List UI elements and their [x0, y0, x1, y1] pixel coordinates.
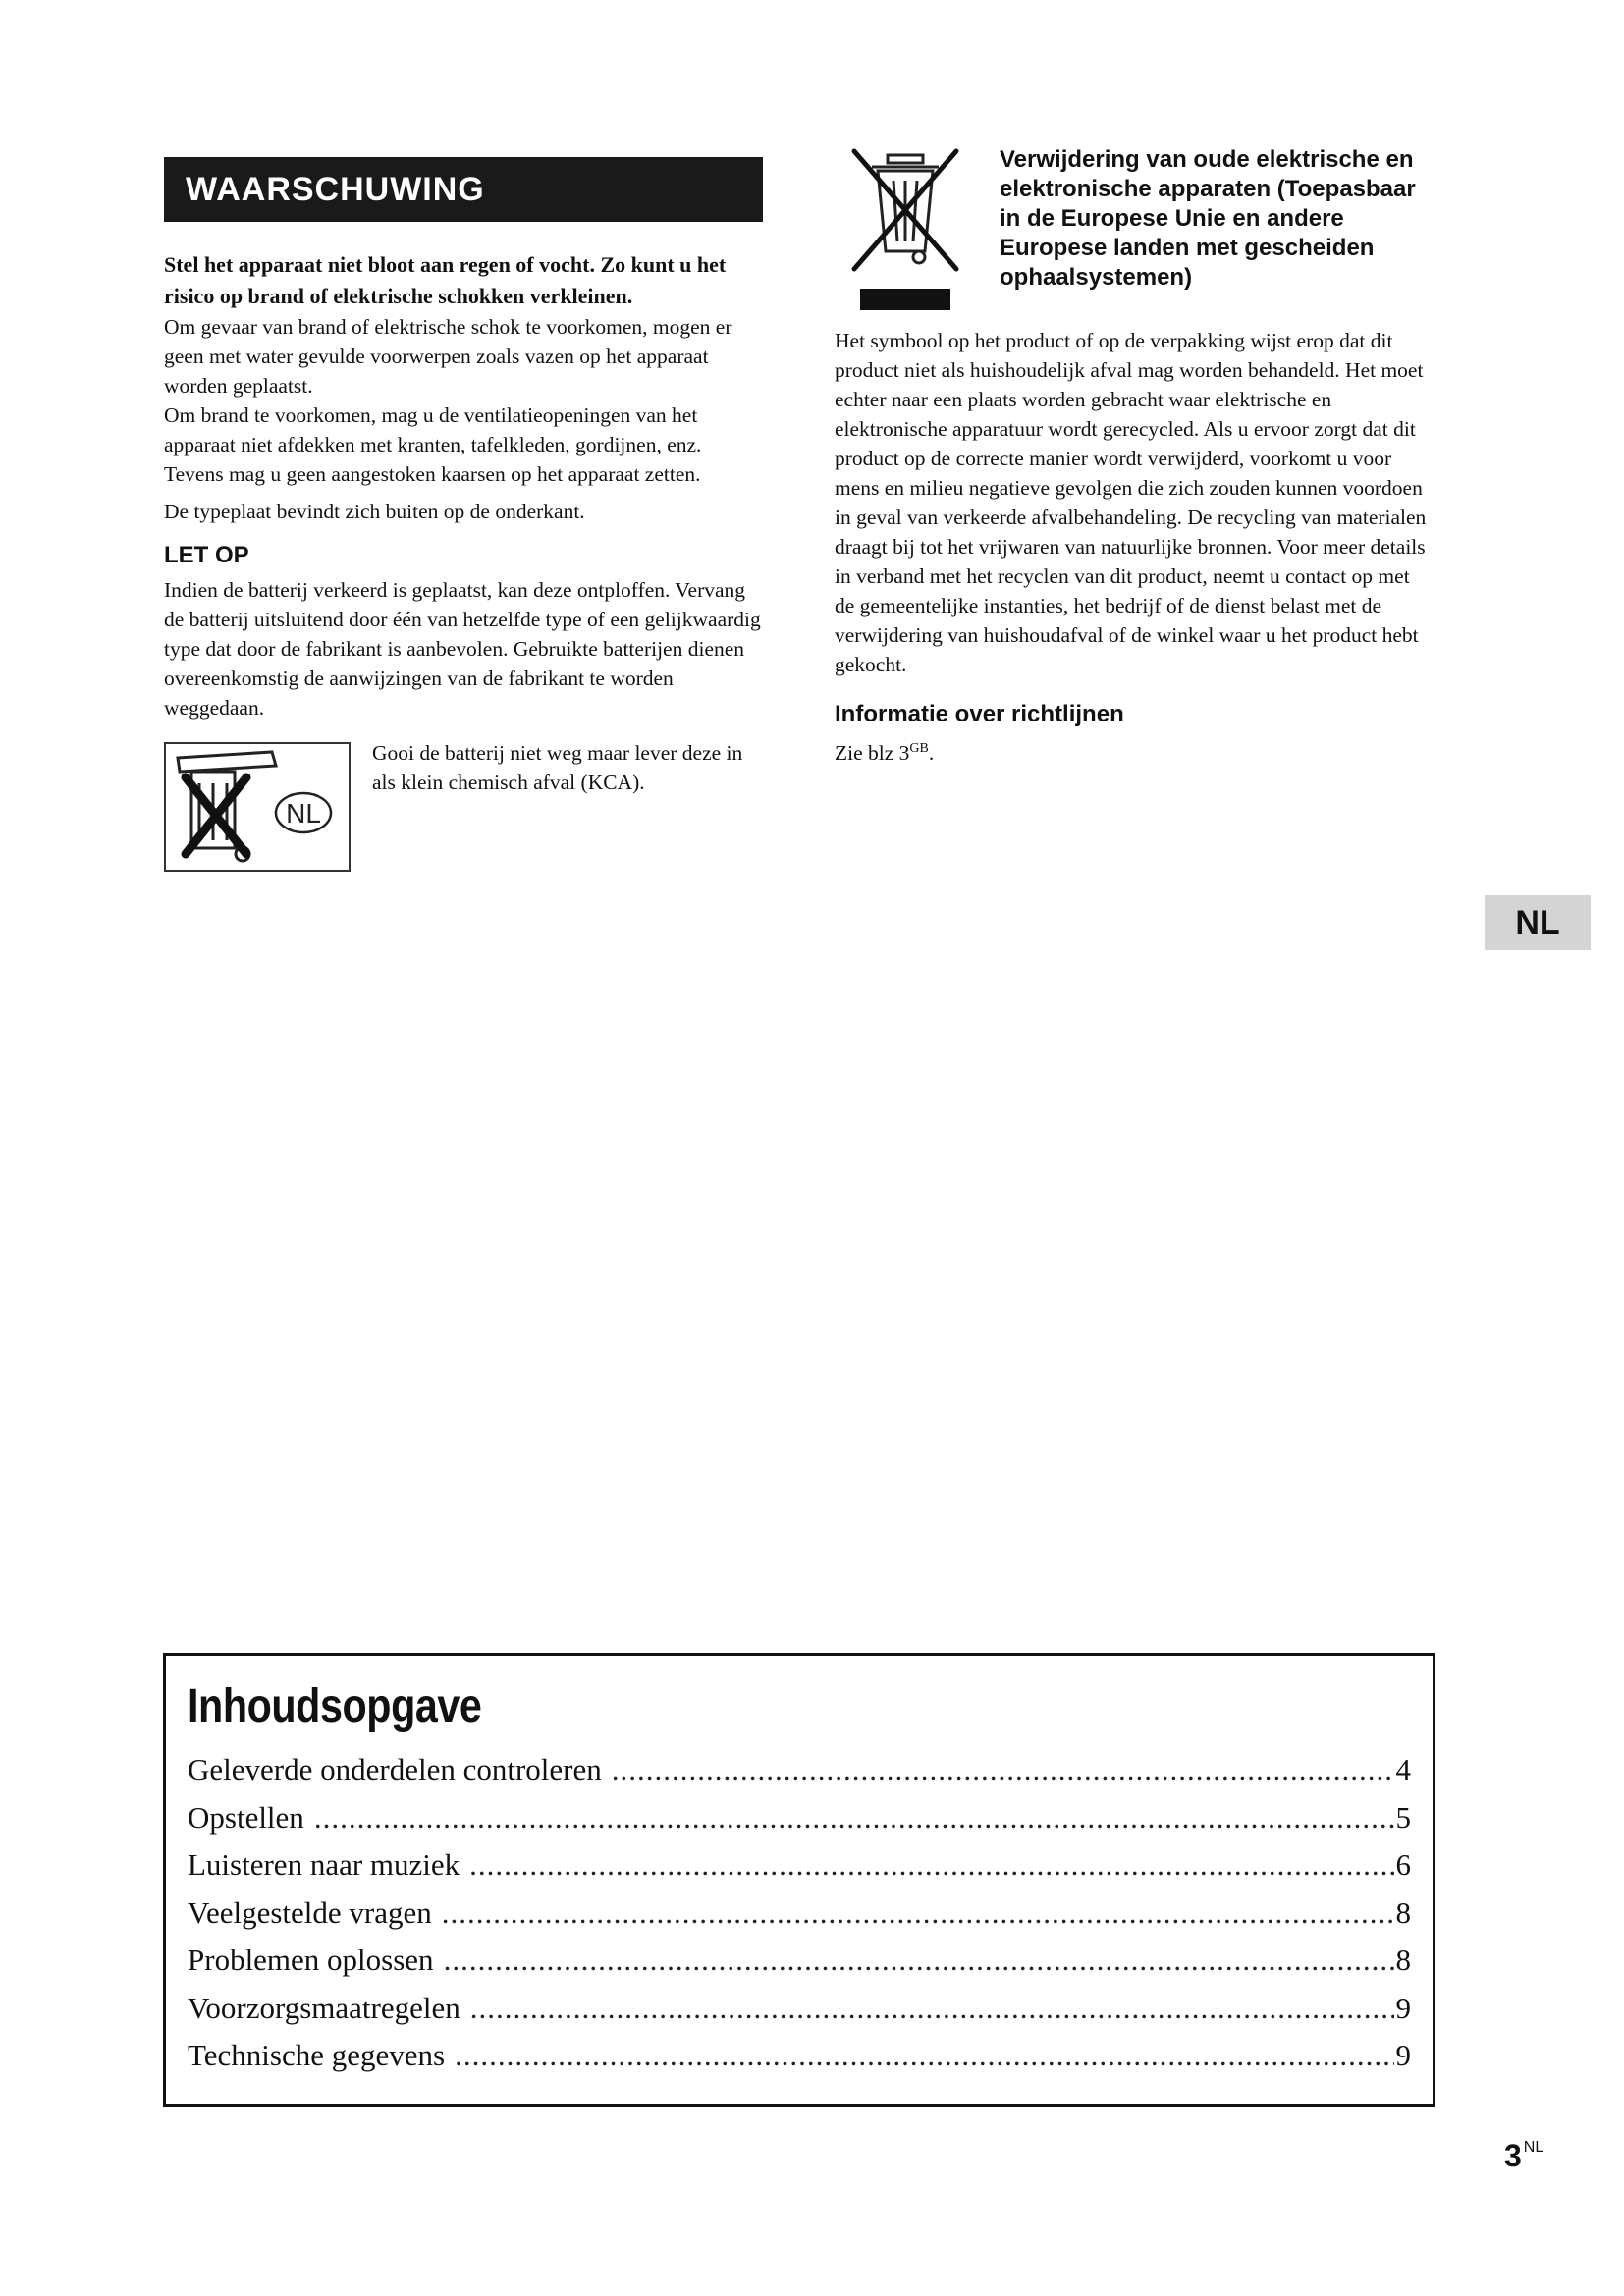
- kca-logo-text: NL: [286, 798, 321, 828]
- right-column: [835, 145, 1434, 768]
- toc-leader-dots: [314, 1794, 1394, 1842]
- toc-leader-dots: [444, 1937, 1394, 1985]
- warning-paragraph-1: Om gevaar van brand of elektrische schok te voorkomen, mogen er geen met water gevulde voorwerpen zoals vazen op het apparaat worden geplaatst.: [164, 315, 732, 398]
- toc-item-page[interactable]: 9: [1395, 1990, 1411, 2025]
- toc-leader-dots: [470, 1985, 1394, 2033]
- toc-list: [188, 1746, 1411, 2080]
- toc-item-page[interactable]: 6: [1395, 1847, 1411, 1882]
- info-text-end: .: [928, 741, 935, 766]
- toc-item[interactable]: [188, 1794, 1411, 1842]
- toc-item-page[interactable]: 8: [1395, 1943, 1411, 1977]
- warning-lead: Stel het apparaat niet bloot aan regen of vocht. Zo kunt u het risico op brand of elektrische schokken verkleinen.: [164, 252, 727, 308]
- toc-item-label[interactable]: Veelgestelde vragen: [188, 1895, 432, 1930]
- caution-heading: LET OP: [164, 542, 249, 568]
- toc-leader-dots: [612, 1746, 1394, 1794]
- weee-header: [835, 145, 1434, 312]
- warning-paragraph-3: De typeplaat bevindt zich buiten op de onderkant.: [164, 500, 585, 523]
- toc-leader-dots: [455, 2032, 1393, 2080]
- toc-item[interactable]: [188, 1985, 1411, 2033]
- info-text: [835, 734, 1434, 768]
- toc-item-page[interactable]: 9: [1395, 2038, 1411, 2072]
- kca-battery-icon: [164, 742, 351, 872]
- toc-item-page[interactable]: 8: [1395, 1895, 1411, 1930]
- toc-title: Inhoudsopgave: [188, 1681, 482, 1733]
- info-heading: Informatie over richtlijnen: [835, 701, 1124, 727]
- caution-text: Indien de batterij verkeerd is geplaatst, kan deze ontploffen. Vervang de batterij uitsluitend door één van hetzelfde type of een gelijkwaardig type dat door de fabrikant is aanbevolen. Gebruikte batterijen dienen overeenkomstig de aanwijzingen van de fabrikant te worden weggedaan.: [164, 578, 761, 720]
- page-number: [1504, 2138, 1543, 2173]
- toc-item-label[interactable]: Voorzorgsmaatregelen: [188, 1990, 460, 2025]
- toc-item-label[interactable]: Opstellen: [188, 1799, 304, 1835]
- toc-item[interactable]: [188, 1746, 1411, 1794]
- toc-item[interactable]: [188, 1890, 1411, 1938]
- toc-item[interactable]: [188, 1937, 1411, 1985]
- page-number-value: 3: [1504, 2138, 1522, 2173]
- toc-item-label[interactable]: Geleverde onderdelen controleren: [188, 1752, 602, 1787]
- toc-leader-dots: [469, 1842, 1393, 1890]
- weee-bin-icon: [846, 145, 964, 312]
- warning-banner: WAARSCHUWING: [164, 157, 763, 222]
- weee-body: Het symbool op het product of op de verpakking wijst erop dat dit product niet als huishoudelijk afval mag worden behandeld. Het moet echter naar een plaats worden gebracht waar elektrische en elektronische apparatuur wordt gerecycled. Als u ervoor zorgt dat dit product op de correcte manier wordt verwijderd, voorkomt u voor mens en milieu negatieve gevolgen die zich zouden kunnen voordoen in geval van verkeerde afvalbehandeling. De recycling van materialen draagt bij tot het vrijwaren van natuurlijke bronnen. Voor meer details in verband met het recyclen van dit product, neemt u contact op met de gemeentelijke instanties, het bedrijf of de dienst belast met de verwijdering van huishoudafval of de winkel waar u het product hebt gekocht.: [835, 329, 1427, 676]
- toc-item[interactable]: [188, 1842, 1411, 1890]
- left-column: [164, 157, 763, 872]
- kca-section: [164, 742, 763, 872]
- toc-item-label[interactable]: Luisteren naar muziek: [188, 1847, 460, 1882]
- toc-leader-dots: [442, 1890, 1394, 1938]
- info-text-superscript: GB: [909, 741, 929, 756]
- toc-item-label[interactable]: Problemen oplossen: [188, 1943, 434, 1977]
- weee-title: Verwijdering van oude elektrische en elektronische apparaten (Toepasbaar in de Europese Unie en andere Europese landen met gescheiden ophaalsystemen): [1000, 146, 1416, 291]
- toc-item-label[interactable]: Technische gegevens: [188, 2038, 446, 2072]
- toc-item[interactable]: [188, 2032, 1411, 2080]
- toc-item-page[interactable]: 4: [1395, 1752, 1411, 1787]
- page-number-suffix: NL: [1523, 2139, 1544, 2156]
- language-tab: NL: [1485, 895, 1591, 950]
- info-text-main: Zie blz 3: [835, 741, 910, 766]
- warning-paragraph-2: Om brand te voorkomen, mag u de ventilatieopeningen van het apparaat niet afdekken met kranten, tafelkleden, gordijnen, enz. Tevens mag u geen aangestoken kaarsen op het apparaat zetten.: [164, 403, 702, 486]
- toc-item-page[interactable]: 5: [1395, 1799, 1411, 1835]
- table-of-contents: [163, 1653, 1435, 2107]
- kca-text: Gooi de batterij niet weg maar lever deze in als klein chemisch afval (KCA).: [372, 741, 743, 794]
